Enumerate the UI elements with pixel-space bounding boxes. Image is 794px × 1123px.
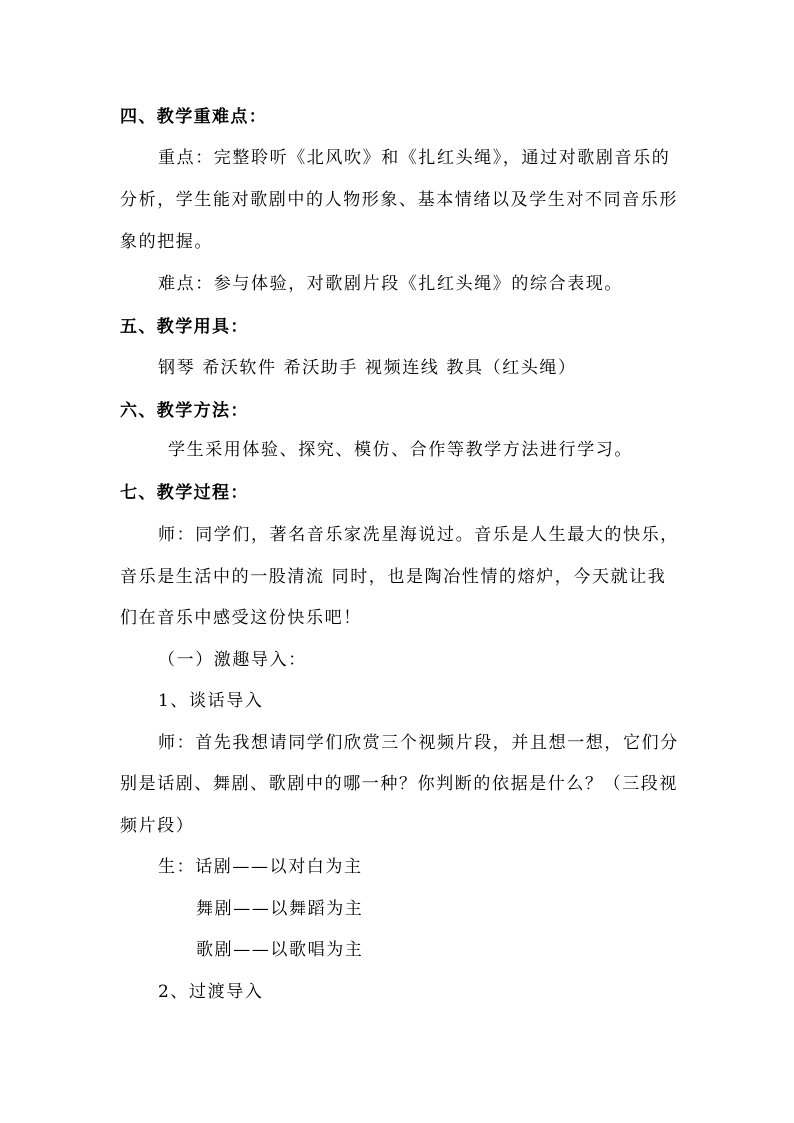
process-intro-line-2: 音乐是生活中的一股清流 同时，也是陶冶性情的熔炉，今天就让我 [120,567,667,587]
student-line-2: 舞剧——以舞蹈为主 [196,899,364,919]
teacher-line-1: 师：首先我想请同学们欣赏三个视频片段，并且想一想，它们分 [158,733,679,753]
section-heading-tools: 五、教学用具： [120,317,249,337]
process-intro-line-1: 师：同学们，著名音乐家冼星海说过。音乐是人生最大的快乐， [158,525,679,545]
item-talk-intro: 1、谈话导入 [158,691,264,711]
section-heading-methods: 六、教学方法： [120,401,249,421]
subsection-heading-intro: （一）激趣导入： [158,650,307,670]
section-heading-key-points: 四、教学重难点： [120,107,268,127]
key-point-line-2: 分析，学生能对歌剧中的人物形象、基本情绪以及学生对不同音乐形 [120,190,678,210]
student-line-3: 歌剧——以歌唱为主 [196,940,364,960]
key-point-line-3: 象的把握。 [120,232,213,252]
key-point-line-1: 重点：完整聆听《北风吹》和《扎红头绳》，通过对歌剧音乐的 [158,148,671,168]
process-intro-line-3: 们在音乐中感受这份快乐吧！ [120,608,362,628]
student-line-1: 生：话剧——以对白为主 [158,857,363,877]
difficulty-line: 难点：参与体验，对歌剧片段《扎红头绳》的综合表现。 [158,274,623,294]
methods-line: 学生采用体验、探究、模仿、合作等教学方法进行学习。 [168,440,633,460]
teacher-line-3: 频片段） [120,816,195,836]
section-heading-process: 七、教学过程： [120,483,249,503]
teacher-line-2: 别是话剧、舞剧、歌剧中的哪一种？你判断的依据是什么？（三段视 [120,774,678,794]
item-transition-intro: 2、过渡导入 [158,982,264,1002]
tools-line: 钢琴 希沃软件 希沃助手 视频连线 教具（红头绳） [158,358,577,378]
